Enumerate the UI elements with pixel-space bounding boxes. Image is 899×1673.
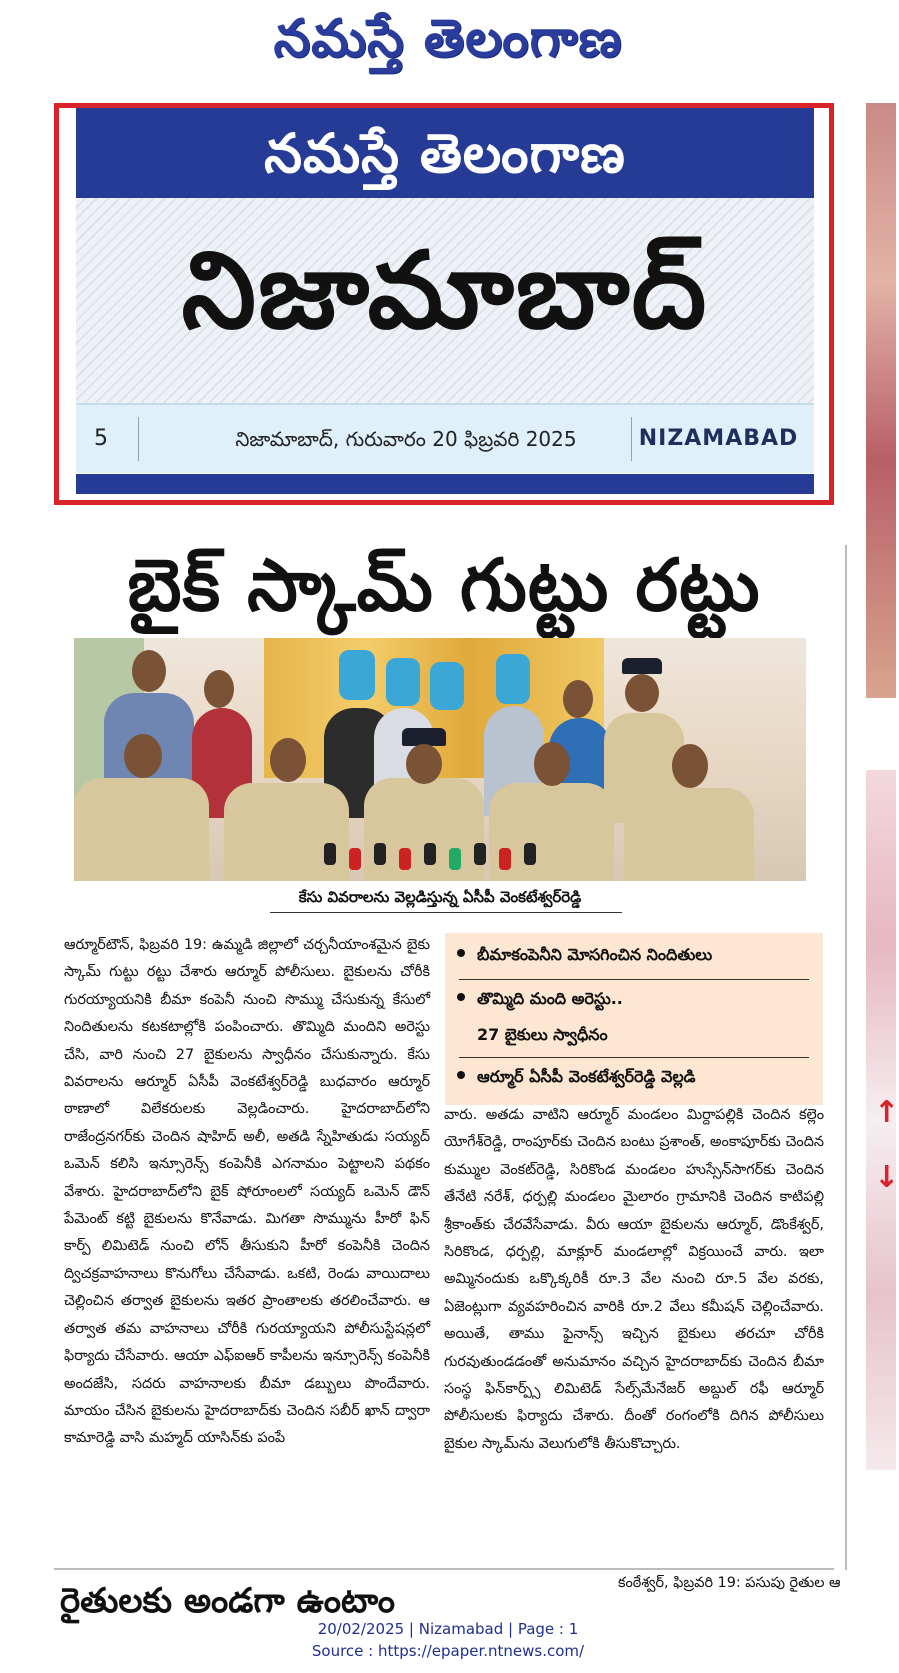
- arrow-down-icon: ↓: [874, 1160, 899, 1195]
- photo-head: [625, 674, 659, 712]
- highlight-divider: [459, 979, 809, 980]
- photo-officer: [364, 778, 484, 881]
- page-footer: [0, 1618, 896, 1662]
- arrow-up-icon: ↑: [874, 1095, 899, 1130]
- bullet-icon: [457, 993, 465, 1001]
- date-bar-divider: [138, 417, 139, 461]
- adjacent-page-photo: [866, 103, 896, 698]
- caption-underline: [270, 912, 622, 913]
- edition-code: NIZAMABAD: [638, 426, 799, 451]
- photo-head: [270, 738, 306, 782]
- photo-head: [534, 742, 570, 786]
- photo-caption: కేసు వివరాలను వెల్లడిస్తున్న ఏసీపీ వెంకటేశ్వర్‌రెడ్డి: [298, 888, 582, 906]
- photo-microphone: [499, 848, 511, 870]
- masthead-logo-banner: నమస్తే తెలంగాణ: [76, 108, 814, 198]
- highlight-text: బీమాకంపెనీని మోసగించిన నిందితులు: [477, 945, 713, 964]
- next-article-headline: రైతులకు అండగా ఉంటాం: [60, 1581, 395, 1621]
- photo-head: [406, 744, 442, 784]
- photo-head: [672, 744, 708, 788]
- section-rule: [54, 1568, 834, 1570]
- bullet-icon: [457, 1071, 465, 1079]
- column-rule: [845, 545, 847, 1570]
- photo-microphone: [524, 843, 536, 865]
- photo-microphone: [449, 848, 461, 870]
- photo-microphone: [349, 848, 361, 870]
- photo-head: [563, 680, 593, 718]
- highlight-divider: [459, 1057, 809, 1058]
- article-photo: [74, 638, 806, 881]
- photo-head: [132, 650, 166, 692]
- highlight-text: ఆర్మూర్ ఏసీపీ వెంకటేశ్వర్‌రెడ్డి వెల్లడి: [477, 1067, 696, 1086]
- photo-officer: [624, 788, 754, 881]
- highlight-item: [445, 1025, 823, 1048]
- page-number: 5: [94, 426, 108, 451]
- bullet-icon: [457, 949, 465, 957]
- edition-banner: [76, 198, 814, 403]
- article-body-left: ఆర్మూర్‌టౌన్, ఫిబ్రవరి 19: ఉమ్మడి జిల్లాలో చర్చనీయాంశమైన బైకు స్కామ్ గుట్టు రట్టు చేశారు ఆర్మూర్ పోలీసులు. బైకులను చోరీకి గురయ్యాయనికి బీమా కంపెనీ నుంచి సొమ్ము చేసుకున్న కేసులో నిందితులను కటకటాల్లోకి పంపించారు. తొమ్మిది మందిని అరెస్టు చేసి, వారి నుంచి 27 బైకులను స్వాధీనం చేసుకున్నారు. కేసు వివరాలను ఆర్మూర్ ఏసీపీ వెంకటేశ్వర్‌రెడ్డి బుధవారం ఆర్మూర్ ఠాణాలో విలేకరులకు వెల్లడించారు. హైదరాబాద్‌లోని రాజేంద్రనగర్‌కు చెందిన షాహిద్ అలీ, అతడి స్నేహితుడు సయ్యద్ ఒమెన్ కలిసి ఇన్సూరెన్స్ కంపెనీకి ఎగనామం పెట్టాలని పథకం వేశారు. హైదరాబాద్‌లోని బైక్ షోరూంలలో సయ్యద్ ఒమెన్ డౌన్ పేమెంట్ కట్టి బైకులను కొనేవాడు. మిగతా సొమ్మును హీరో ఫిన్ కార్ప్ లిమిటెడ్ నుంచి లోన్ తీసుకుని హీరో కంపెనీకి చెందిన ద్విచక్రవాహనాలు కొనుగోలు చేసేవాడు. ఒకటి, రెండు వాయిదాలు చెల్లించిన తర్వాత బైకులను ఇతర ప్రాంతాలకు తరలించేవారు. ఆ తర్వాత తమ వాహనాలు చోరీకి గురయ్యాయని పోలీసుస్టేషన్లలో ఫిర్యాదు చేసేవారు. ఆయా ఎఫ్ఐఆర్ కాపీలను ఇన్సూరెన్స్ కంపెనీకి అందజేసి, సదరు వాహనాలకు బీమా డబ్బులు పొందేవారు. మాయం చేసిన బైకులను హైదరాబాద్‌కు చెందిన సబీర్ ఖాన్ ద్వారా కామారెడ్డి వాసి మహ్మద్ యాసిన్‌కు పంపే: [64, 937, 430, 1447]
- photo-microphone: [474, 843, 486, 865]
- photo-masked-head: [496, 654, 530, 704]
- masthead: [54, 103, 834, 505]
- footer-date-page: 20/02/2025 | Nizamabad | Page : 1: [317, 1620, 579, 1638]
- date-bar: [76, 403, 814, 473]
- photo-head: [124, 734, 162, 778]
- photo-microphone: [399, 848, 411, 870]
- highlight-item: [445, 1067, 823, 1090]
- photo-masked-head: [386, 658, 420, 706]
- photo-officer: [224, 783, 349, 881]
- footer-source[interactable]: Source : https://epaper.ntnews.com/: [311, 1642, 585, 1660]
- article-body-right: వారు. అతడు వాటిని ఆర్మూర్ మండలం మిర్దాపల్లికి చెందిన కల్లెం యోగేశ్‌రెడ్డి, రాంపూర్‌కు చెందిన బంటు ప్రశాంత్, అంకాపూర్‌కు చెందిన కుమ్ముల వెంకట్‌రెడ్డి, సిరికొండ మండలం హుస్సేన్‌సాగర్‌కు చెందిన తేనేటి నరేశ్, ధర్పల్లి మండలం మైలారం గ్రామానికి చెందిన కాటిపల్లి శ్రీకాంత్‌కు చేరవేసేవాడు. వీరు ఆయా బైకులను ఆర్మూర్, డొంకేశ్వర్, సిరికొండ, ధర్పల్లి, మాక్లూర్ మండలాల్లో విక్రయించే వారు. ఇలా అమ్మినందుకు ఒక్కొక్కరికీ రూ.3 వేల నుంచి రూ.5 వేల వరకు, ఏజెంట్లుగా వ్యవహరించిన వారికి రూ.2 వేలు కమీషన్ చెల్లించేవారు. అయితే, తాము ఫైనాన్స్ ఇచ్చిన బైకులు తరచూ చోరీకి గురవుతుండడంతో అనుమానం వచ్చిన హైదరాబాద్‌కు చెందిన బీమా సంస్థ ఫిన్‌కార్ప్స్ లిమిటెడ్ సేల్స్‌మేనేజర్ అబ్దుల్ రఫీ ఆర్మూర్ పోలీసులకు ఫిర్యాదు చేశారు. దీంతో రంగంలోకి దిగిన పోలీసులు బైకుల స్కామ్‌ను వెలుగులోకి తీసుకొచ్చారు.: [444, 1107, 824, 1452]
- highlight-item: [445, 989, 823, 1012]
- photo-microphone: [324, 843, 336, 865]
- photo-microphone: [424, 843, 436, 865]
- photo-microphone: [374, 843, 386, 865]
- photo-masked-head: [430, 662, 464, 710]
- newspaper-logo: నమస్తే తెలంగాణ: [273, 8, 623, 69]
- highlights-box: [445, 933, 823, 1105]
- highlight-item: [445, 945, 823, 968]
- highlight-text: 27 బైకులు స్వాధీనం: [477, 1025, 608, 1044]
- masthead-bottom-band: [76, 474, 814, 494]
- photo-officer-cap: [622, 658, 662, 674]
- next-article-tease: కంఠేశ్వర్, ఫిబ్రవరి 19: పసుపు రైతుల ఆ: [618, 1575, 841, 1591]
- photo-head: [204, 670, 234, 708]
- photo-masked-head: [339, 650, 375, 700]
- highlight-text: తొమ్మిది మంది అరెస్టు..: [477, 989, 623, 1008]
- article-headline: బైక్ స్కామ్ గుట్టు రట్టు: [127, 543, 761, 627]
- edition-name: నిజామాబాద్: [181, 229, 709, 352]
- date-line: నిజామాబాద్, గురువారం 20 ఫిబ్రవరి 2025: [235, 427, 577, 451]
- photo-officer: [74, 778, 209, 881]
